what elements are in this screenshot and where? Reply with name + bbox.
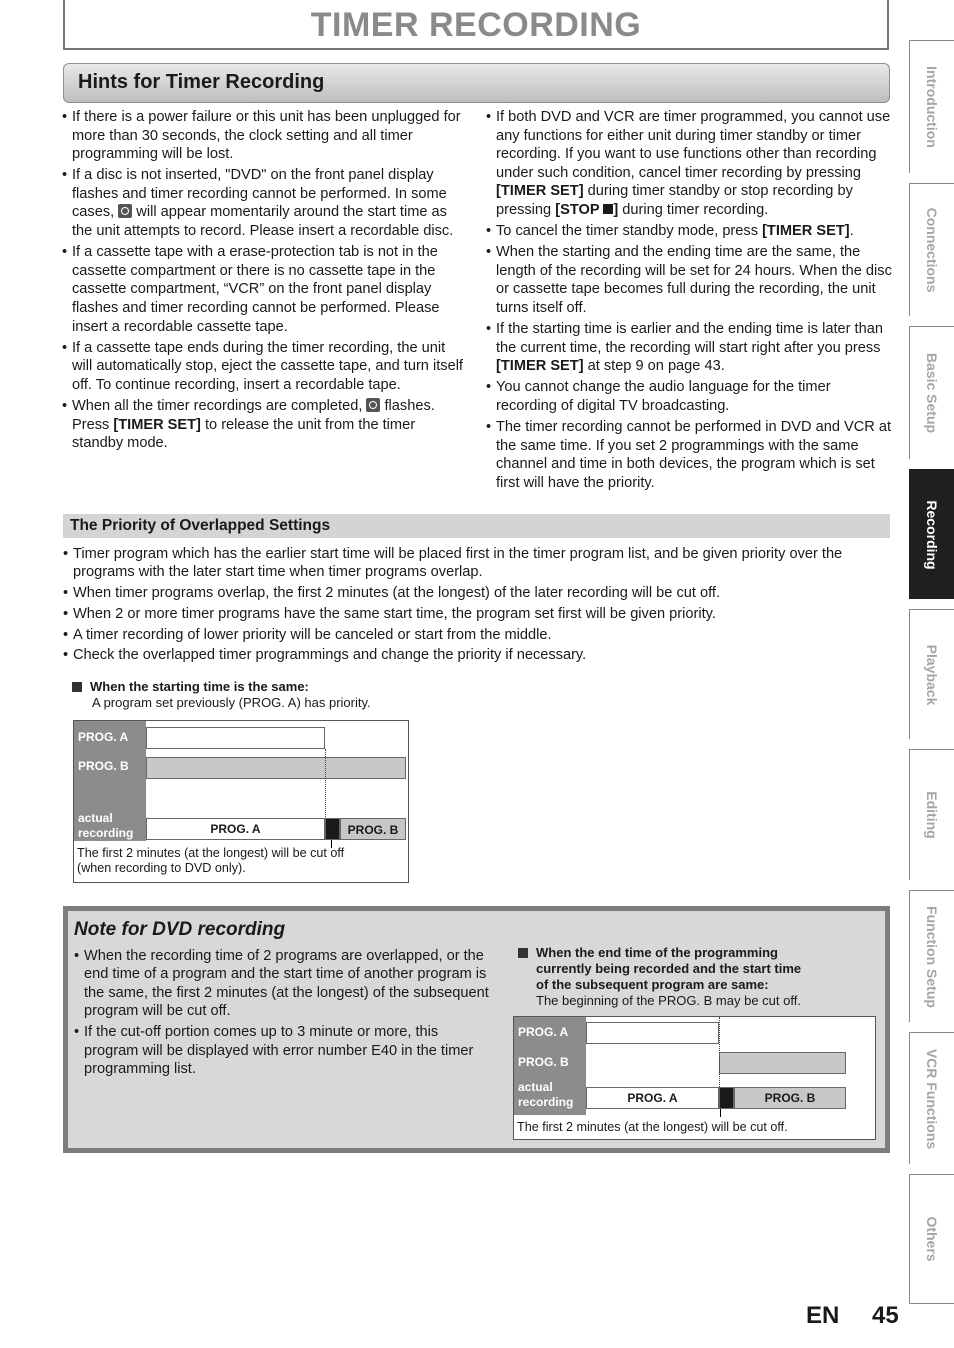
tab-function-setup[interactable]: Function Setup [909,890,954,1022]
list-item: • To cancel the timer standby mode, press [TIMER SET]. [486,222,894,241]
prog-b-bar [146,757,406,779]
note-box [63,906,890,1153]
hints-left-column [62,108,468,455]
stop-square-icon [603,204,613,214]
note-inner [68,911,885,1148]
priority-heading: The Priority of Overlapped Settings [70,517,331,534]
case1-caption: The first 2 minutes (at the longest) will be cut off (when recording to DVD only). [77,846,345,875]
tab-playback[interactable]: Playback [909,609,954,739]
list-item: • When the starting and the ending time are the same, the length of the recording will be set for 24 hours. When the disc or cassette tape becomes full during the recording, the unit turns itself off. [486,243,894,317]
list-item: • When the recording time of 2 programs are overlapped, or the end time of a program and the start time of another program is the same, the first 2 minutes (at the longest) of the subsequent program will be cut off. [74,947,496,1021]
prog-a-bar [586,1022,719,1044]
label-prog-a: PROG. A [78,730,129,744]
tab-introduction[interactable]: Introduction [909,40,954,173]
timer-clock-icon [366,398,380,412]
case1-heading-block [72,679,371,711]
case1-subtext: A program set previously (PROG. A) has priority. [92,695,371,710]
list-item: • When timer programs overlap, the first 2 minutes (at the longest) of the later recording will be cut off. [63,584,893,602]
case2-diagram [513,1016,876,1140]
case1-diagram [73,720,409,883]
list-item: • If a cassette tape with a erase-protection tab is not in the cassette compartment or there is no cassette tape in the cassette compartment, “VCR” on the front panel display flashes and timer recording cannot be performed. Please insert a recordable cassette tape. [62,243,468,336]
label-prog-a: PROG. A [518,1025,569,1039]
cut-off-marker [720,1109,721,1117]
actual-prog-a-label: PROG. A [627,1091,678,1105]
tab-connections[interactable]: Connections [909,183,954,316]
case1-heading: When the starting time is the same: [90,679,309,694]
list-item: • If there is a power failure or this unit has been unplugged for more than 30 seconds, the clock setting and all timer programming will be lost. [62,108,468,164]
timer-clock-icon [118,204,132,218]
tab-others[interactable]: Others [909,1174,954,1304]
page-number: 45 [872,1302,899,1329]
list-item: • If a cassette tape ends during the timer recording, the unit will automatically stop, eject the cassette tape, and turn itself off. To continue recording, insert a recordable tape. [62,339,468,395]
label-prog-b: PROG. B [518,1055,569,1069]
note-list [74,947,496,1081]
list-item: • If the cut-off portion comes up to 3 minute or more, this program will be displayed with error number E40 in the timer programming list. [74,1023,496,1078]
actual-prog-a-label: PROG. A [210,822,261,836]
hints-heading-bar [63,63,890,103]
page-title: TIMER RECORDING [310,6,642,44]
priority-list [63,545,893,667]
bullet-square-icon [518,948,528,958]
title-frame [63,0,889,50]
case2-caption: The first 2 minutes (at the longest) will be cut off. [517,1120,788,1134]
label-actual: actual [518,1080,553,1094]
hints-right-column [486,108,894,495]
list-item: • If the starting time is earlier and the ending time is later than the current time, the recording will start right after you press [TIMER SET] at step 9 on page 43. [486,320,894,376]
case2-subtext: The beginning of the PROG. B may be cut off. [536,993,801,1008]
prog-a-bar [146,727,325,749]
list-item: • If both DVD and VCR are timer programmed, you cannot use any functions for either unit during timer standby or timer recording. If you want to use functions other than recording under such condition, cancel timer recording by pressing [TIMER SET] during timer standby or stop recording by pressing [STOP ] during timer recording. [486,108,894,220]
label-recording: recording [78,826,134,840]
cut-off-segment [719,1087,734,1109]
note-title: Note for DVD recording [74,919,286,940]
label-actual: actual [78,811,113,825]
list-item: • Check the overlapped timer programmings and change the priority if necessary. [63,646,893,664]
actual-prog-b-label: PROG. B [347,823,399,837]
list-item: • If a disc is not inserted, "DVD" on the front panel display flashes and timer recording cannot be performed. In some cases, will appear momentarily around the start time as the unit attempts to record. Please insert a recordable disc. [62,166,468,240]
label-recording: recording [518,1095,574,1109]
case2-heading-block: When the end time of the programming currently being recorded and the start time of the subsequent program are same: The beginning of the PROG. B may be cut off. [518,945,848,1009]
list-item: • When all the timer recordings are completed, flashes. Press [TIMER SET] to release the unit from the timer standby mode. [62,397,468,453]
priority-heading-bar [63,514,890,538]
tab-basic-setup[interactable]: Basic Setup [909,326,954,459]
list-item: • When 2 or more timer programs have the same start time, the program set first will be given priority. [63,605,893,623]
tab-recording[interactable]: Recording [909,469,954,599]
tab-editing[interactable]: Editing [909,749,954,880]
actual-prog-b-label: PROG. B [764,1091,816,1105]
language-code: EN [806,1302,840,1329]
list-item: • The timer recording cannot be performed in DVD and VCR at the same time. If you set 2 programmings with the same channel and time in both devices, the program which is set first will have the priority. [486,418,894,492]
cut-off-segment [325,818,340,840]
hints-heading: Hints for Timer Recording [78,71,325,93]
tab-vcr-functions[interactable]: VCR Functions [909,1032,954,1164]
list-item: • You cannot change the audio language for the timer recording of digital TV broadcasting. [486,378,894,415]
list-item: • A timer recording of lower priority will be canceled or start from the middle. [63,626,893,644]
label-prog-b: PROG. B [78,759,129,773]
prog-b-bar [719,1052,846,1074]
list-item: • Timer program which has the earlier start time will be placed first in the timer program list, and be given priority over the programs with the later start time when timer programs overlap. [63,545,893,582]
bullet-square-icon [72,682,82,692]
